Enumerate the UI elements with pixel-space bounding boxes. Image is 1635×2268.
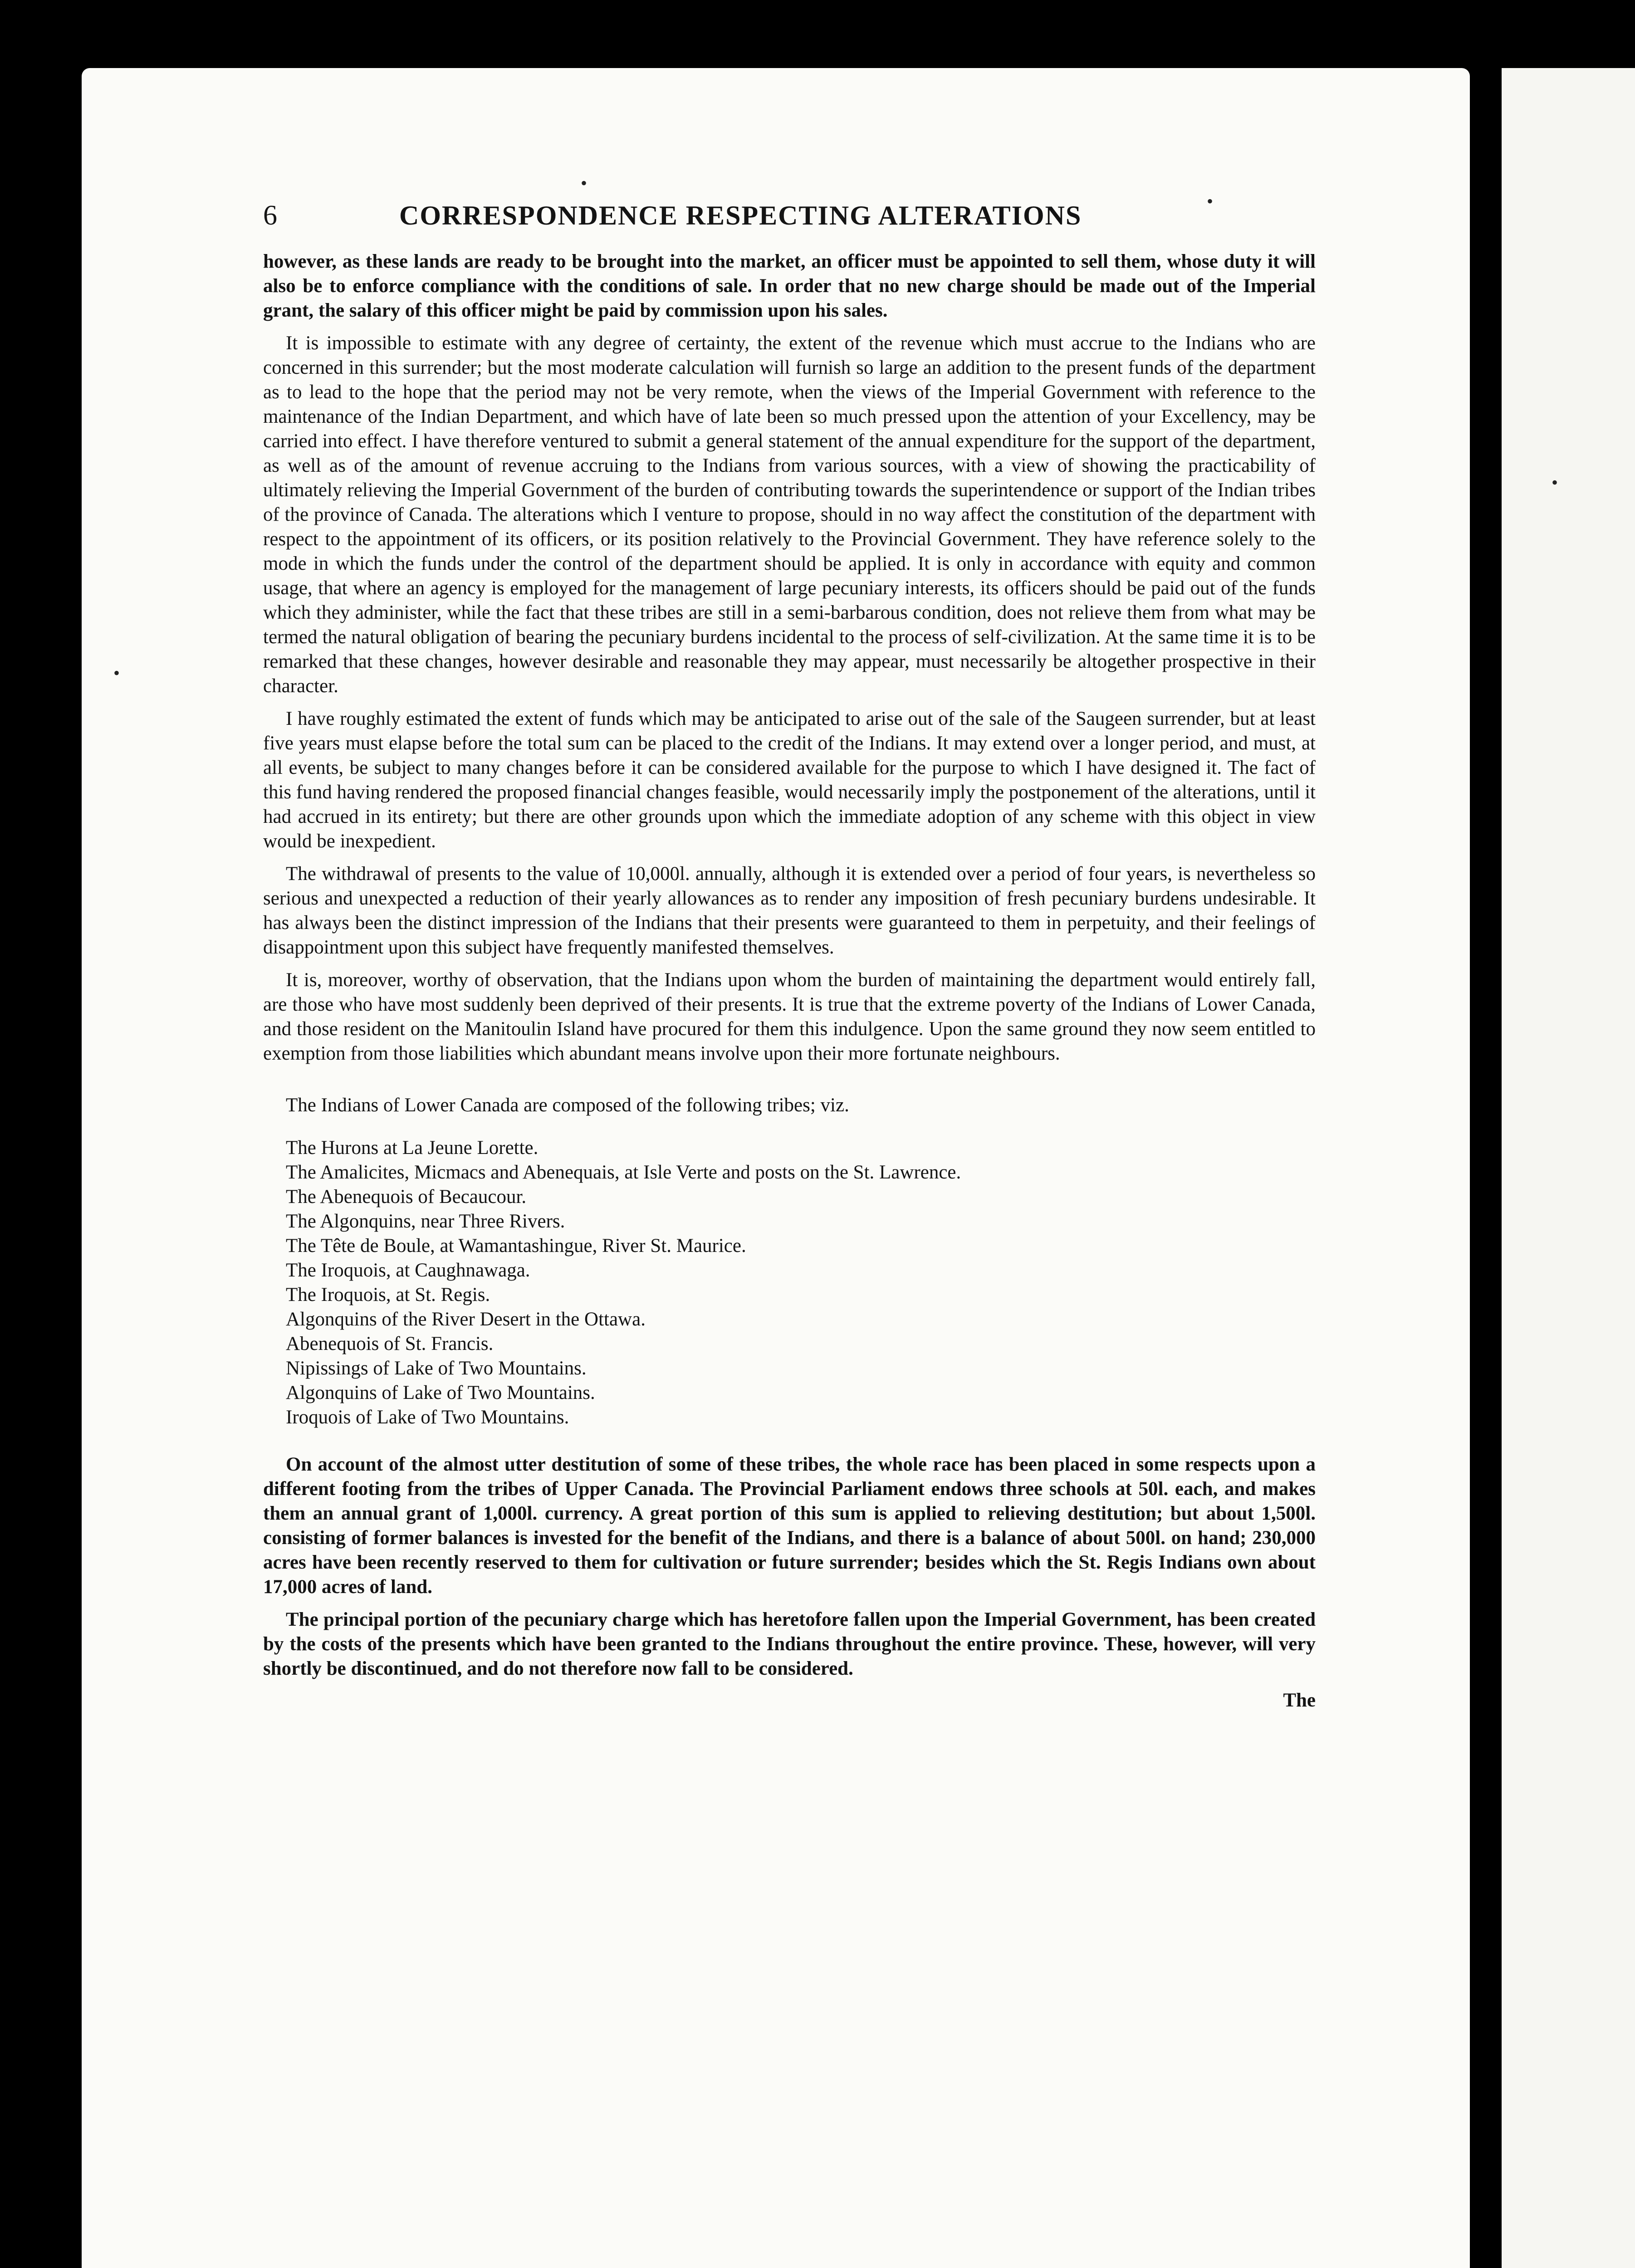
paragraph: The principal portion of the pecuniary charge which has heretofore fallen upon the Imperial Government, has been created by the costs of the presents which have been granted to the Indians throughout the entire province. These, however, will very shortly be discontinued, and do not therefore now fall to be considered.: [263, 1609, 1316, 1679]
paragraph: The withdrawal of presents to the value of 10,000l. annually, although it is extended over a period of four years, is nevertheless so serious and unexpected a reduction of their yearly allowances as to render any imposition of fresh pecuniary burdens undesirable. It has always been the distinct impression of the Indians that their presents were guaranteed to them in perpetuity, and their feelings of disappointment upon this subject have frequently manifested themselves.: [263, 863, 1316, 958]
adjacent-page-edge: [1502, 68, 1635, 2268]
list-item: The Tête de Boule, at Wamantashingue, River St. Maurice.: [286, 1235, 746, 1256]
list-item: Iroquois of Lake of Two Mountains.: [286, 1407, 569, 1428]
page-number: 6: [263, 200, 277, 231]
tribe-list-intro: The Indians of Lower Canada are composed of the following tribes; viz.: [286, 1095, 849, 1116]
ink-speck: •: [113, 663, 120, 683]
list-item: The Hurons at La Jeune Lorette.: [286, 1137, 538, 1158]
tribe-list: [263, 1136, 1316, 1430]
paragraph: however, as these lands are ready to be brought into the market, an officer must be appointed to sell them, whose duty it will also be to enforce compliance with the conditions of sale. In order that no new charge should be made out of the Imperial grant, the salary of this officer might be paid by commission upon his sales.: [263, 251, 1316, 321]
list-item: The Algonquins, near Three Rivers.: [286, 1211, 565, 1232]
catchword: The: [1283, 1690, 1316, 1711]
list-item: The Abenequois of Becaucour.: [286, 1186, 527, 1207]
ink-speck: •: [1207, 191, 1214, 211]
paragraph: It is, moreover, worthy of observation, that the Indians upon whom the burden of maintaining the department would entirely fall, are those who have most suddenly been deprived of their presents. It is true that the extreme poverty of the Indians of Lower Canada, and those resident on the Manitoulin Island have procured for them this indulgence. Upon the same ground they now seem entitled to exemption from those liabilities which abundant means involve upon their more fortunate neighbours.: [263, 969, 1316, 1064]
list-item: The Amalicites, Micmacs and Abenequais, at Isle Verte and posts on the St. Lawrence.: [286, 1162, 961, 1183]
list-item: Algonquins of the River Desert in the Ottawa.: [286, 1309, 646, 1330]
ink-speck: •: [581, 173, 587, 193]
page-header: [263, 200, 1316, 236]
ink-speck: •: [1552, 472, 1558, 493]
list-item: Nipissings of Lake of Two Mountains.: [286, 1358, 587, 1379]
list-item: The Iroquois, at St. Regis.: [286, 1284, 490, 1305]
list-item: The Iroquois, at Caughnawaga.: [286, 1260, 530, 1281]
list-item: Abenequois of St. Francis.: [286, 1333, 494, 1354]
paragraph: On account of the almost utter destitution of some of these tribes, the whole race has been placed in some respects upon a different footing from the tribes of Upper Canada. The Provincial Parliament endows three schools at 50l. each, and makes them an annual grant of 1,000l. currency. A great portion of this sum is applied to relieving destitution; but about 1,500l. consisting of former balances is invested for the benefit of the Indians, and there is a balance of about 500l. on hand; 230,000 acres have been recently reserved to them for cultivation or future surrender; besides which the St. Regis Indians own about 17,000 acres of land.: [263, 1454, 1316, 1598]
running-title: CORRESPONDENCE RESPECTING ALTERATIONS: [399, 200, 1082, 230]
paragraph: I have roughly estimated the extent of funds which may be anticipated to arise out of the sale of the Saugeen surrender, but at least five years must elapse before the total sum can be placed to the credit of the Indians. It may extend over a longer period, and must, at all events, be subject to many changes before it can be considered available for the purpose to which I have designed it. The fact of this fund having rendered the proposed financial changes feasible, would necessarily imply the postponement of the alterations, until it had accrued in its entirety; but there are other grounds upon which the immediate adoption of any scheme with this object in view would be inexpedient.: [263, 708, 1316, 852]
paragraph: It is impossible to estimate with any degree of certainty, the extent of the revenue which must accrue to the Indians who are concerned in this surrender; but the most moderate calculation will furnish so large an addition to the present funds of the department as to lead to the hope that the period may not be very remote, when the views of the Imperial Government with reference to the maintenance of the Indian Department, and which have of late been so much pressed upon the attention of your Excellency, may be carried into effect. I have therefore ventured to submit a general statement of the annual expenditure for the support of the department, as well as of the amount of revenue accruing to the Indians from various sources, with a view of showing the practicability of ultimately relieving the Imperial Government of the burden of contributing towards the superintendence or support of the Indian tribes of the province of Canada. The alterations which I venture to propose, should in no way affect the constitution of the department with respect to the appointment of its officers, or its position relatively to the Provincial Government. They have reference solely to the mode in which the funds under the control of the department should be applied. It is only in accordance with equity and common usage, that where an agency is employed for the management of large pecuniary interests, its officers should be paid out of the funds which they administer, while the fact that these tribes are still in a semi-barbarous condition, does not relieve them from what may be termed the natural obligation of bearing the pecuniary burdens incidental to the process of self-civilization. At the same time it is to be remarked that these changes, however desirable and reasonable they may appear, must necessarily be altogether prospective in their character.: [263, 332, 1316, 697]
page-content: [263, 200, 1316, 1711]
list-item: Algonquins of Lake of Two Mountains.: [286, 1382, 595, 1403]
